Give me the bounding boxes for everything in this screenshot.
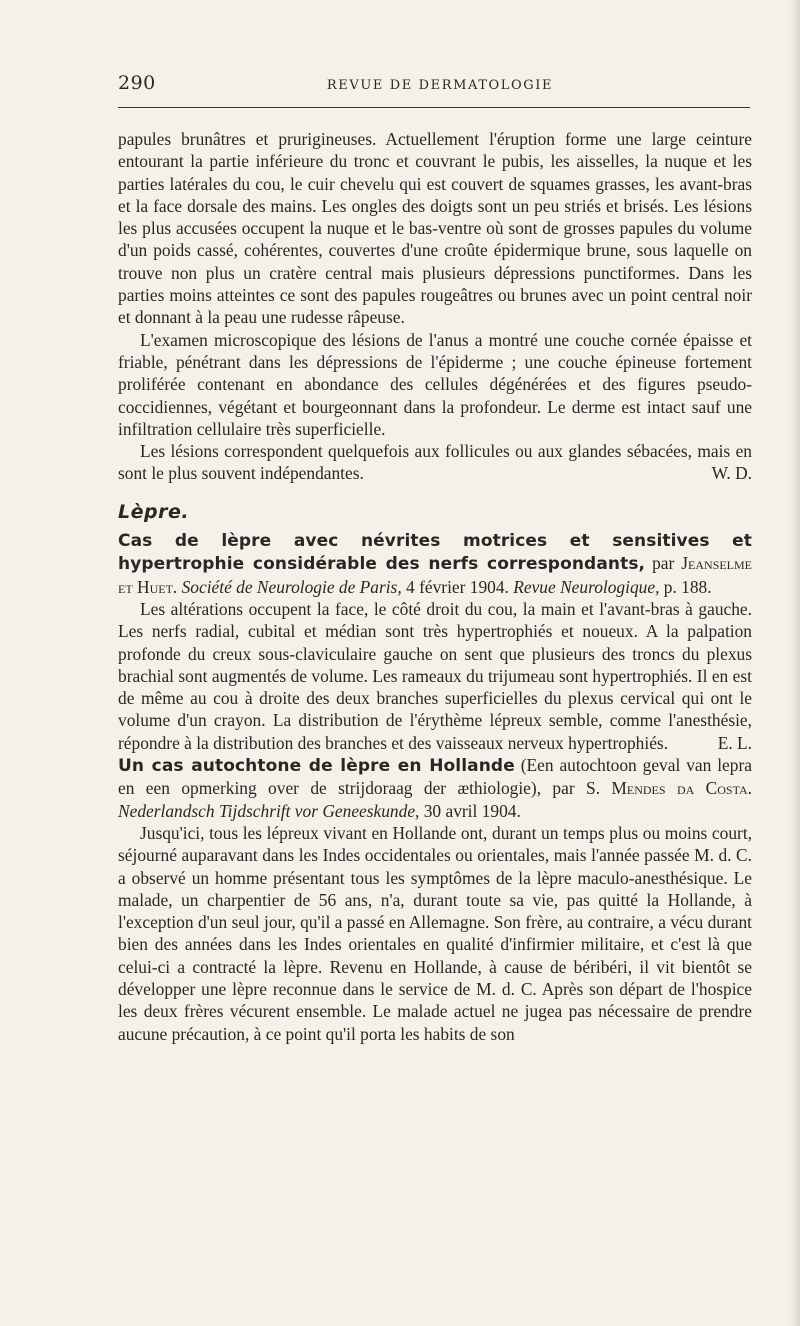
paragraph-4-text: Les altérations occupent la face, le côté droit du cou, la main et l'avant-bras à gauche. Les nerfs radial, cubital et médian sont très hypertrophiés et noueux. A la palpation profonde du creux sous-claviculaire gauche on sent que plusieurs des troncs du plexus brachial sont augmentés de volume. Les rameaux du trijumeau sont hypertrophiés. Il en est de même au cou à droite des deux branches superficielles du plexus cervical qui ont le volume d'un crayon. La distribution de l'érythème lépreux semble, comme l'anesthésie, répondre à la distribution des branches et des vaisseaux nerveux hypertrophiés. <box>118 598 752 753</box>
paragraph-4 <box>118 598 752 754</box>
paragraph-5: Jusqu'ici, tous les lépreux vivant en Hollande ont, durant un temps plus ou moins court, séjourné auparavant dans les Indes occidentales ou orientales, mais l'année passée M. d. C. a observé un homme présentant tous les symptômes de la lèpre maculo-anesthésique. Le malade, un charpentier de 56 ans, n'a, durant toute sa vie, pas quitté la Hollande, à l'exception d'un seul jour, qu'il a passé en Allemagne. Son frère, au contraire, a vécu durant bien des années dans les Indes orientales en qualité d'infirmier militaire, et c'est là que celui-ci a contracté la lèpre. Revenu en Hollande, à cause de béribéri, il vit bientôt se développer une lèpre reconnue dans le service de M. d. C. Après son départ de l'hospice les deux frères vécurent ensemble. Le malade actuel ne jugea pas nécessaire de prendre aucune précaution, à ce point qu'il porta les habits de son <box>118 822 752 1044</box>
article-2-title: Un cas autochtone de lèpre en Hollande <box>118 756 515 777</box>
paragraph-1: papules brunâtres et prurigineuses. Actuellement l'éruption forme une large ceinture entourant la partie inférieure du tronc et couvrant le pubis, les aisselles, la nuque et les parties latérales du cou, le cuir chevelu qui est couvert de squames grasses, les avant-bras et la face dorsale des mains. Les ongles des doigts sont un peu striés et brisés. Les lésions les plus accusées occupent la nuque et le bas-ventre où sont de grosses papules du volume d'un poids cassé, cohérentes, couvertes d'une croûte épidermique brune, sous laquelle on trouve non plus un cratère central mais plusieurs dépressions punctiformes. Dans les parties moins atteintes ce sont des papules rougeâtres ou brunes avec un point central noir et donnant à la peau une rudesse râpeuse. <box>118 129 752 328</box>
article-2-subtitle: (Een autochtoon geval van lepra en een opmerking over de strijdoraag der æthiologie), par <box>118 755 752 799</box>
article-1-sep: . <box>172 576 182 597</box>
body-text <box>118 128 752 1045</box>
page-number: 290 <box>118 72 156 94</box>
paragraph-3 <box>118 440 752 485</box>
article-2-citation <box>118 754 752 822</box>
article-2-date: 30 avril 1904. <box>419 800 521 821</box>
article-1-by: par <box>645 553 682 574</box>
page-header <box>118 72 750 102</box>
article-2-journal: Nederlandsch Tijdschrift vor Geneeskunde, <box>118 800 420 821</box>
signature-el: E. L. <box>717 732 752 753</box>
article-1-page: p. 188. <box>659 576 712 597</box>
article-1-title: Cas de lèpre avec névrites motrices et sensitives et hypertrophie considérable des nerfs correspondants, <box>118 531 752 575</box>
section-heading: Lèpre. <box>118 500 190 523</box>
article-1-citation <box>118 529 752 598</box>
article-1-authors: Jeanselme et Huet <box>118 553 752 597</box>
article-1-journal-1: Société de Neurologie de Paris, <box>181 576 402 597</box>
running-title: REVUE DE DERMATOLOGIE <box>326 78 554 93</box>
page-edge-shadow <box>790 0 800 1326</box>
paragraph-3-text: Les lésions correspondent quelquefois aux follicules ou aux glandes sébacées, mais en sont le plus souvent indépendantes. <box>118 441 752 484</box>
signature-wd: W. D. <box>711 463 752 484</box>
article-2-sep: . <box>747 778 753 799</box>
article-1-journal-2: Revue Neurologique, <box>513 576 660 597</box>
header-rule <box>118 107 750 108</box>
article-1-date: 4 février 1904. <box>401 576 514 597</box>
article-2-authors: S. Mendes da Costa <box>586 778 748 799</box>
paragraph-2: L'examen microscopique des lésions de l'anus a montré une couche cornée épaisse et friable, pénétrant dans les dépressions de l'épiderme ; une couche épineuse fortement proliférée contenant en abondance des cellules dégénérées et des figures pseudo-coccidiennes, végétant et bourgeonnant dans la profondeur. Le derme est intact sauf une infiltration cellulaire très superficielle. <box>118 329 752 439</box>
